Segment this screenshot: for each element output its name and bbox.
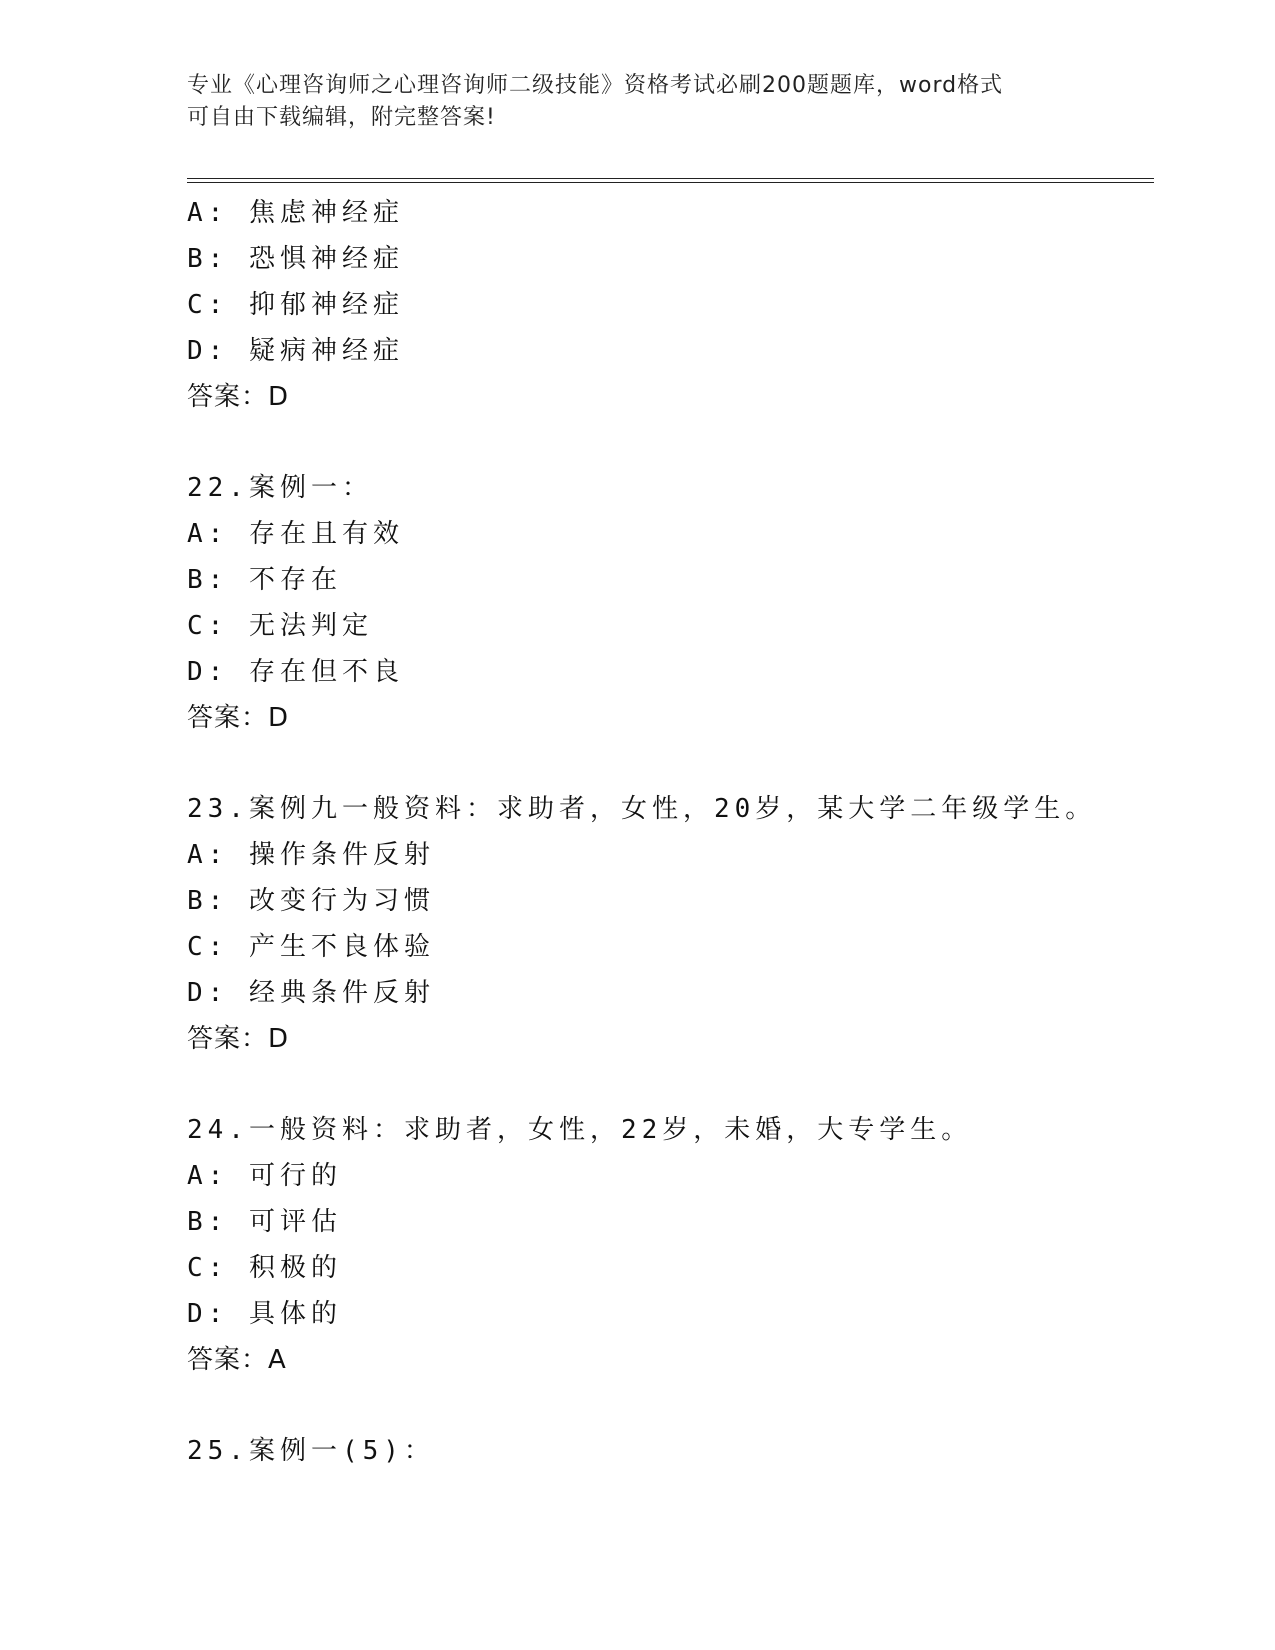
question-22	[187, 465, 1147, 741]
header-divider	[187, 178, 1154, 183]
question-stem: 23.案例九一般资料：求助者，女性，20岁，某大学二年级学生。	[187, 794, 1097, 824]
question-list	[187, 190, 1147, 1474]
question-21	[187, 190, 1147, 420]
option-d: D: 具体的	[187, 1299, 342, 1329]
header-line-1: 专业《心理咨询师之心理咨询师二级技能》资格考试必刷200题题库，word格式	[187, 73, 1004, 98]
header-line-2: 可自由下载编辑，附完整答案!	[187, 105, 496, 130]
document-header	[187, 70, 1087, 134]
option-c: C: 积极的	[187, 1253, 342, 1283]
question-stem: 25.案例一(5)：	[187, 1436, 435, 1466]
option-a: A: 存在且有效	[187, 519, 404, 549]
option-b: B: 可评估	[187, 1207, 342, 1237]
option-b: B: 恐惧神经症	[187, 244, 404, 274]
answer-line: 答案：D	[187, 703, 290, 733]
question-stem: 22.案例一：	[187, 473, 373, 503]
question-stem: 24.一般资料：求助者，女性，22岁，未婚，大专学生。	[187, 1115, 973, 1145]
question-24	[187, 1107, 1147, 1383]
answer-line: 答案：D	[187, 1024, 290, 1054]
option-c: C: 产生不良体验	[187, 932, 435, 962]
option-a: A: 可行的	[187, 1161, 342, 1191]
option-a: A: 操作条件反射	[187, 840, 435, 870]
option-b: B: 改变行为习惯	[187, 886, 435, 916]
question-gap	[187, 1062, 1147, 1107]
answer-line: 答案：A	[187, 1345, 287, 1375]
option-d: D: 疑病神经症	[187, 336, 404, 366]
question-gap	[187, 420, 1147, 465]
question-23	[187, 786, 1147, 1062]
option-a: A: 焦虑神经症	[187, 198, 404, 228]
option-d: D: 存在但不良	[187, 657, 404, 687]
option-c: C: 抑郁神经症	[187, 290, 404, 320]
answer-line: 答案：D	[187, 382, 290, 412]
question-gap	[187, 1383, 1147, 1428]
question-25	[187, 1428, 1147, 1474]
question-gap	[187, 741, 1147, 786]
option-c: C: 无法判定	[187, 611, 373, 641]
option-d: D: 经典条件反射	[187, 978, 435, 1008]
option-b: B: 不存在	[187, 565, 342, 595]
